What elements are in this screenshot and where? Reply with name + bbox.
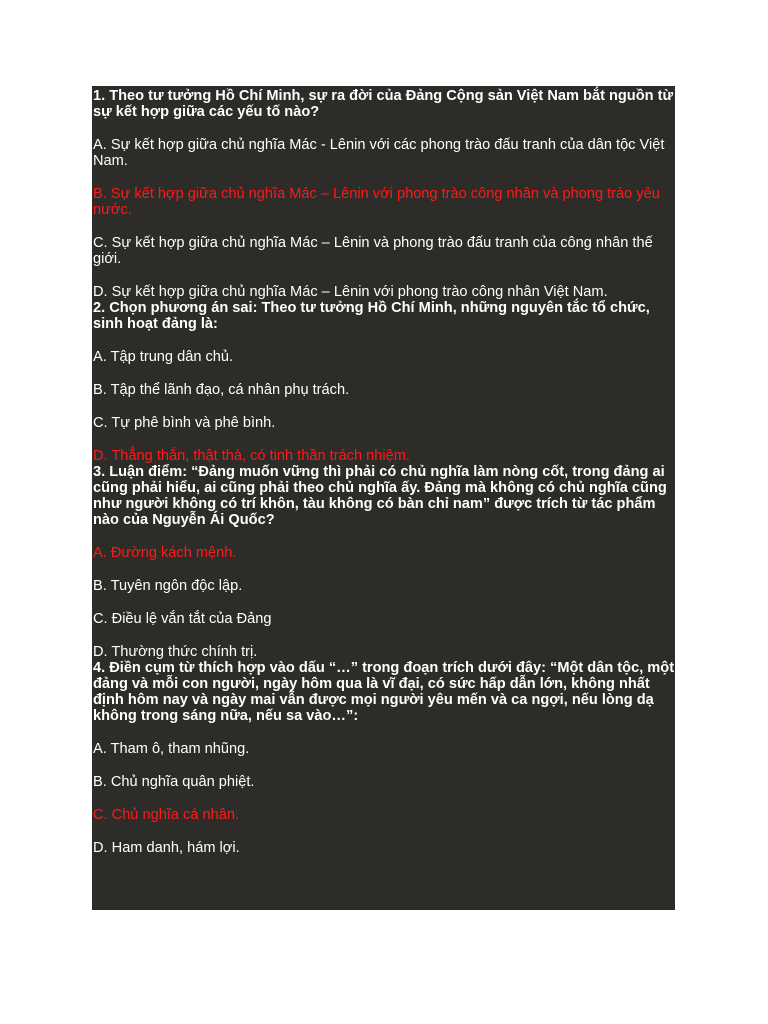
answer-option-correct: C. Chủ nghĩa cá nhân. — [93, 807, 240, 823]
answer-option: B. Tuyên ngôn độc lập. — [93, 578, 243, 594]
question-block — [93, 464, 675, 660]
answer-option: C. Điều lệ vắn tắt của Đảng — [93, 611, 272, 627]
answer-option-correct: D. Thẳng thắn, thật thà, có tinh thần trách nhiệm. — [93, 448, 410, 464]
answer-option: B. Chủ nghĩa quân phiệt. — [93, 774, 255, 790]
answer-option-correct: B. Sự kết hợp giữa chủ nghĩa Mác – Lênin với phong trào công nhân và phong trào yêu nước. — [93, 186, 660, 218]
quiz-document — [92, 86, 675, 910]
answer-option: D. Thường thức chính trị. — [93, 644, 258, 660]
answer-option: D. Ham danh, hám lợi. — [93, 840, 240, 856]
answer-option: A. Sự kết hợp giữa chủ nghĩa Mác - Lênin với các phong trào đấu tranh của dân tộc Việt Nam. — [93, 137, 665, 169]
answer-option: B. Tập thể lãnh đạo, cá nhân phụ trách. — [93, 382, 350, 398]
answer-option: A. Tham ô, tham nhũng. — [93, 741, 250, 757]
answer-option: C. Tự phê bình và phê bình. — [93, 415, 276, 431]
question-text: 4. Điền cụm từ thích hợp vào dấu “…” trong đoạn trích dưới đây: “Một dân tộc, một đảng và mỗi con người, ngày hôm qua là vĩ đại, có sức hấp dẫn lớn, không nhất định hôm nay và ngày mai vẫn được mọi người yêu mến và ca ngợi, nếu lòng dạ không trong sáng nữa, nếu sa vào…”: — [93, 660, 675, 724]
answer-option-correct: A. Đường kách mệnh. — [93, 545, 237, 561]
question-text: 3. Luận điểm: “Đảng muốn vững thì phải có chủ nghĩa làm nòng cốt, trong đảng ai cũng phải hiểu, ai cũng phải theo chủ nghĩa ấy. Đảng mà không có chủ nghĩa cũng như người không có trí khôn, tàu không có bàn chỉ nam” được trích từ tác phẩm nào của Nguyễn Ái Quốc? — [93, 464, 667, 528]
question-block — [93, 300, 675, 464]
answer-option: A. Tập trung dân chủ. — [93, 349, 234, 365]
question-block — [93, 88, 675, 300]
answer-option: C. Sự kết hợp giữa chủ nghĩa Mác – Lênin và phong trào đấu tranh của công nhân thế giới. — [93, 235, 653, 267]
answer-option: D. Sự kết hợp giữa chủ nghĩa Mác – Lênin với phong trào công nhân Việt Nam. — [93, 284, 608, 300]
question-text: 2. Chọn phương án sai: Theo tư tưởng Hồ Chí Minh, những nguyên tắc tổ chức, sinh hoạt đảng là: — [93, 300, 650, 332]
question-text: 1. Theo tư tưởng Hồ Chí Minh, sự ra đời của Đảng Cộng sản Việt Nam bắt nguồn từ sự kết hợp giữa các yếu tố nào? — [93, 88, 674, 120]
question-block — [93, 660, 675, 856]
